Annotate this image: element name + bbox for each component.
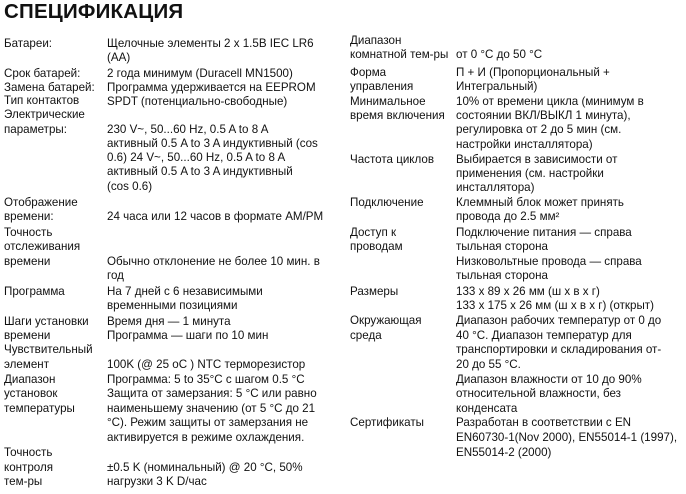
spec-label: Доступ к	[350, 226, 397, 239]
spec-label: Размеры	[350, 285, 399, 298]
spec-label: комнатной тем-ры	[350, 48, 449, 61]
spec-value: 2 года минимум (Duracell MN1500)	[107, 67, 293, 80]
spec-value: SPDT (потенциально-свободные)	[107, 95, 288, 108]
spec-value: EN55014-2 (2000)	[456, 446, 552, 459]
spec-value: транспортировки и складирования от-	[456, 343, 662, 356]
spec-value: 133 х 175 х 26 мм (ш х в х г) (открыт)	[456, 299, 654, 312]
spec-value: (AA)	[107, 51, 131, 64]
spec-value: Диапазон рабочих температур от 0 до	[456, 314, 662, 327]
spec-label: контроля	[4, 461, 54, 474]
spec-label: Диапазон	[4, 373, 56, 386]
spec-label: Срок батарей:	[4, 67, 81, 80]
spec-label: среда	[350, 329, 382, 342]
spec-label: Диапазон	[350, 34, 402, 47]
spec-value: от 0 °C до 50 °C	[456, 48, 543, 61]
spec-label: Окружающая	[350, 314, 422, 327]
spec-label: Сертификаты	[350, 416, 424, 429]
spec-label: Отображение	[4, 196, 78, 209]
spec-value: Щелочные элементы 2 x 1.5В IEC LR6	[107, 37, 314, 50]
spec-value: Время дня — 1 минута	[107, 315, 231, 328]
spec-value: Выбирается в зависимости от	[456, 153, 618, 166]
spec-value: тыльная сторона	[456, 240, 548, 253]
spec-value: Подключение питания — справа	[456, 226, 632, 239]
spec-label: проводам	[350, 240, 403, 253]
spec-value: Защита от замерзания: 5 °C или равно	[107, 387, 317, 400]
spec-value: Программа: 5 to 35°C с шагом 0.5 °C	[107, 373, 305, 386]
spec-label: отслеживания	[4, 240, 81, 253]
spec-label: элемент	[4, 358, 50, 371]
spec-value: Разработан в соответствии с EN	[456, 416, 632, 429]
spec-value: EN60730-1(Nov 2000), EN55014-1 (1997),	[456, 431, 678, 444]
spec-label: температуры	[4, 402, 75, 415]
spec-value: нагрузки 3 K D/час	[107, 475, 207, 488]
spec-label: Частота циклов	[350, 153, 435, 166]
spec-label: Батареи:	[4, 37, 53, 50]
spec-label: Чувствительный	[4, 343, 93, 356]
spec-label: времени	[4, 329, 51, 342]
spec-value: Диапазон влажности от 10 до 90%	[456, 373, 642, 386]
spec-label: время включения	[350, 109, 445, 122]
spec-label: Тип контактов	[4, 94, 80, 107]
spec-value: П + И (Пропорциональный +	[456, 66, 610, 79]
spec-value: активный 0.5 A to 3 A индуктивный	[107, 165, 293, 178]
spec-value: относительной влажности, без	[456, 387, 621, 400]
spec-value: 40 °C. Диапазон температур для	[456, 329, 632, 342]
spec-value: год	[107, 269, 124, 282]
spec-value: 24 часа или 12 часов в формате AM/PM	[107, 210, 324, 223]
spec-value: активируется в режиме охлаждения.	[107, 431, 305, 444]
spec-value: применения (см. настройки	[456, 167, 604, 180]
spec-label: Электрические	[4, 108, 85, 121]
spec-value: На 7 дней с 6 независимыми	[107, 285, 263, 298]
spec-value: (cos 0.6)	[107, 180, 153, 193]
spec-value: 230 V~, 50...60 Hz, 0.5 A to 8 A	[107, 123, 269, 136]
spec-value: ±0.5 K (номинальный) @ 20 °C, 50%	[107, 461, 303, 474]
spec-value: активный 0.5 A to 3 A индуктивный (cos	[107, 137, 318, 150]
spec-label: Минимальное	[350, 95, 426, 108]
spec-label: Программа	[4, 285, 65, 298]
spec-label: установок	[4, 387, 58, 400]
spec-value: регулировка от 2 до 5 мин (см.	[456, 123, 622, 136]
spec-value: 133 x 89 x 26 мм (ш х в х г)	[456, 285, 600, 298]
spec-value: 10% от времени цикла (минимум в	[456, 95, 644, 108]
spec-value: Интегральный)	[456, 80, 538, 93]
spec-value: °C). Режим защиты от замерзания не	[107, 416, 309, 429]
spec-value: Низковольтные провода — справа	[456, 255, 642, 268]
spec-value: тыльная сторона	[456, 269, 548, 282]
spec-label: управления	[350, 80, 414, 93]
spec-label: тем-ры	[4, 475, 43, 488]
spec-value: конденсата	[456, 402, 518, 415]
spec-label: Форма	[350, 66, 387, 79]
spec-label: времени:	[4, 210, 54, 223]
spec-label: параметры:	[4, 123, 67, 136]
spec-value: Программа удерживается на EEPROM	[107, 81, 316, 94]
spec-label: времени	[4, 255, 51, 268]
spec-value: настройки инсталлятора)	[456, 138, 593, 151]
spec-label: Замена батарей:	[4, 81, 95, 94]
spec-value: Клеммный блок может принять	[456, 196, 624, 209]
spec-value: Программа — шаги по 10 мин	[107, 329, 269, 342]
spec-value: провода до 2.5 мм²	[456, 210, 560, 223]
spec-value: инсталлятора)	[456, 181, 535, 194]
spec-label: Подключение	[350, 196, 424, 209]
spec-value: временными позициями	[107, 299, 238, 312]
spec-label: Точность	[4, 226, 53, 239]
spec-value: 100K (@ 25 oC ) NTC терморезистор	[107, 358, 306, 371]
spec-label: Точность	[4, 446, 53, 459]
spec-value: наименьшему значению (от 5 °C до 21	[107, 402, 316, 415]
spec-value: Обычно отклонение не более 10 мин. в	[107, 255, 320, 268]
page-title: СПЕЦИФИКАЦИЯ	[4, 0, 184, 23]
spec-value: состоянии ВКЛ/ВЫКЛ 1 минута),	[456, 109, 631, 122]
spec-label: Шаги установки	[4, 315, 89, 328]
spec-value: 0.6) 24 V~, 50...60 Hz, 0.5 A to 8 A	[107, 151, 286, 164]
spec-value: 20 до 55 °C.	[456, 358, 521, 371]
